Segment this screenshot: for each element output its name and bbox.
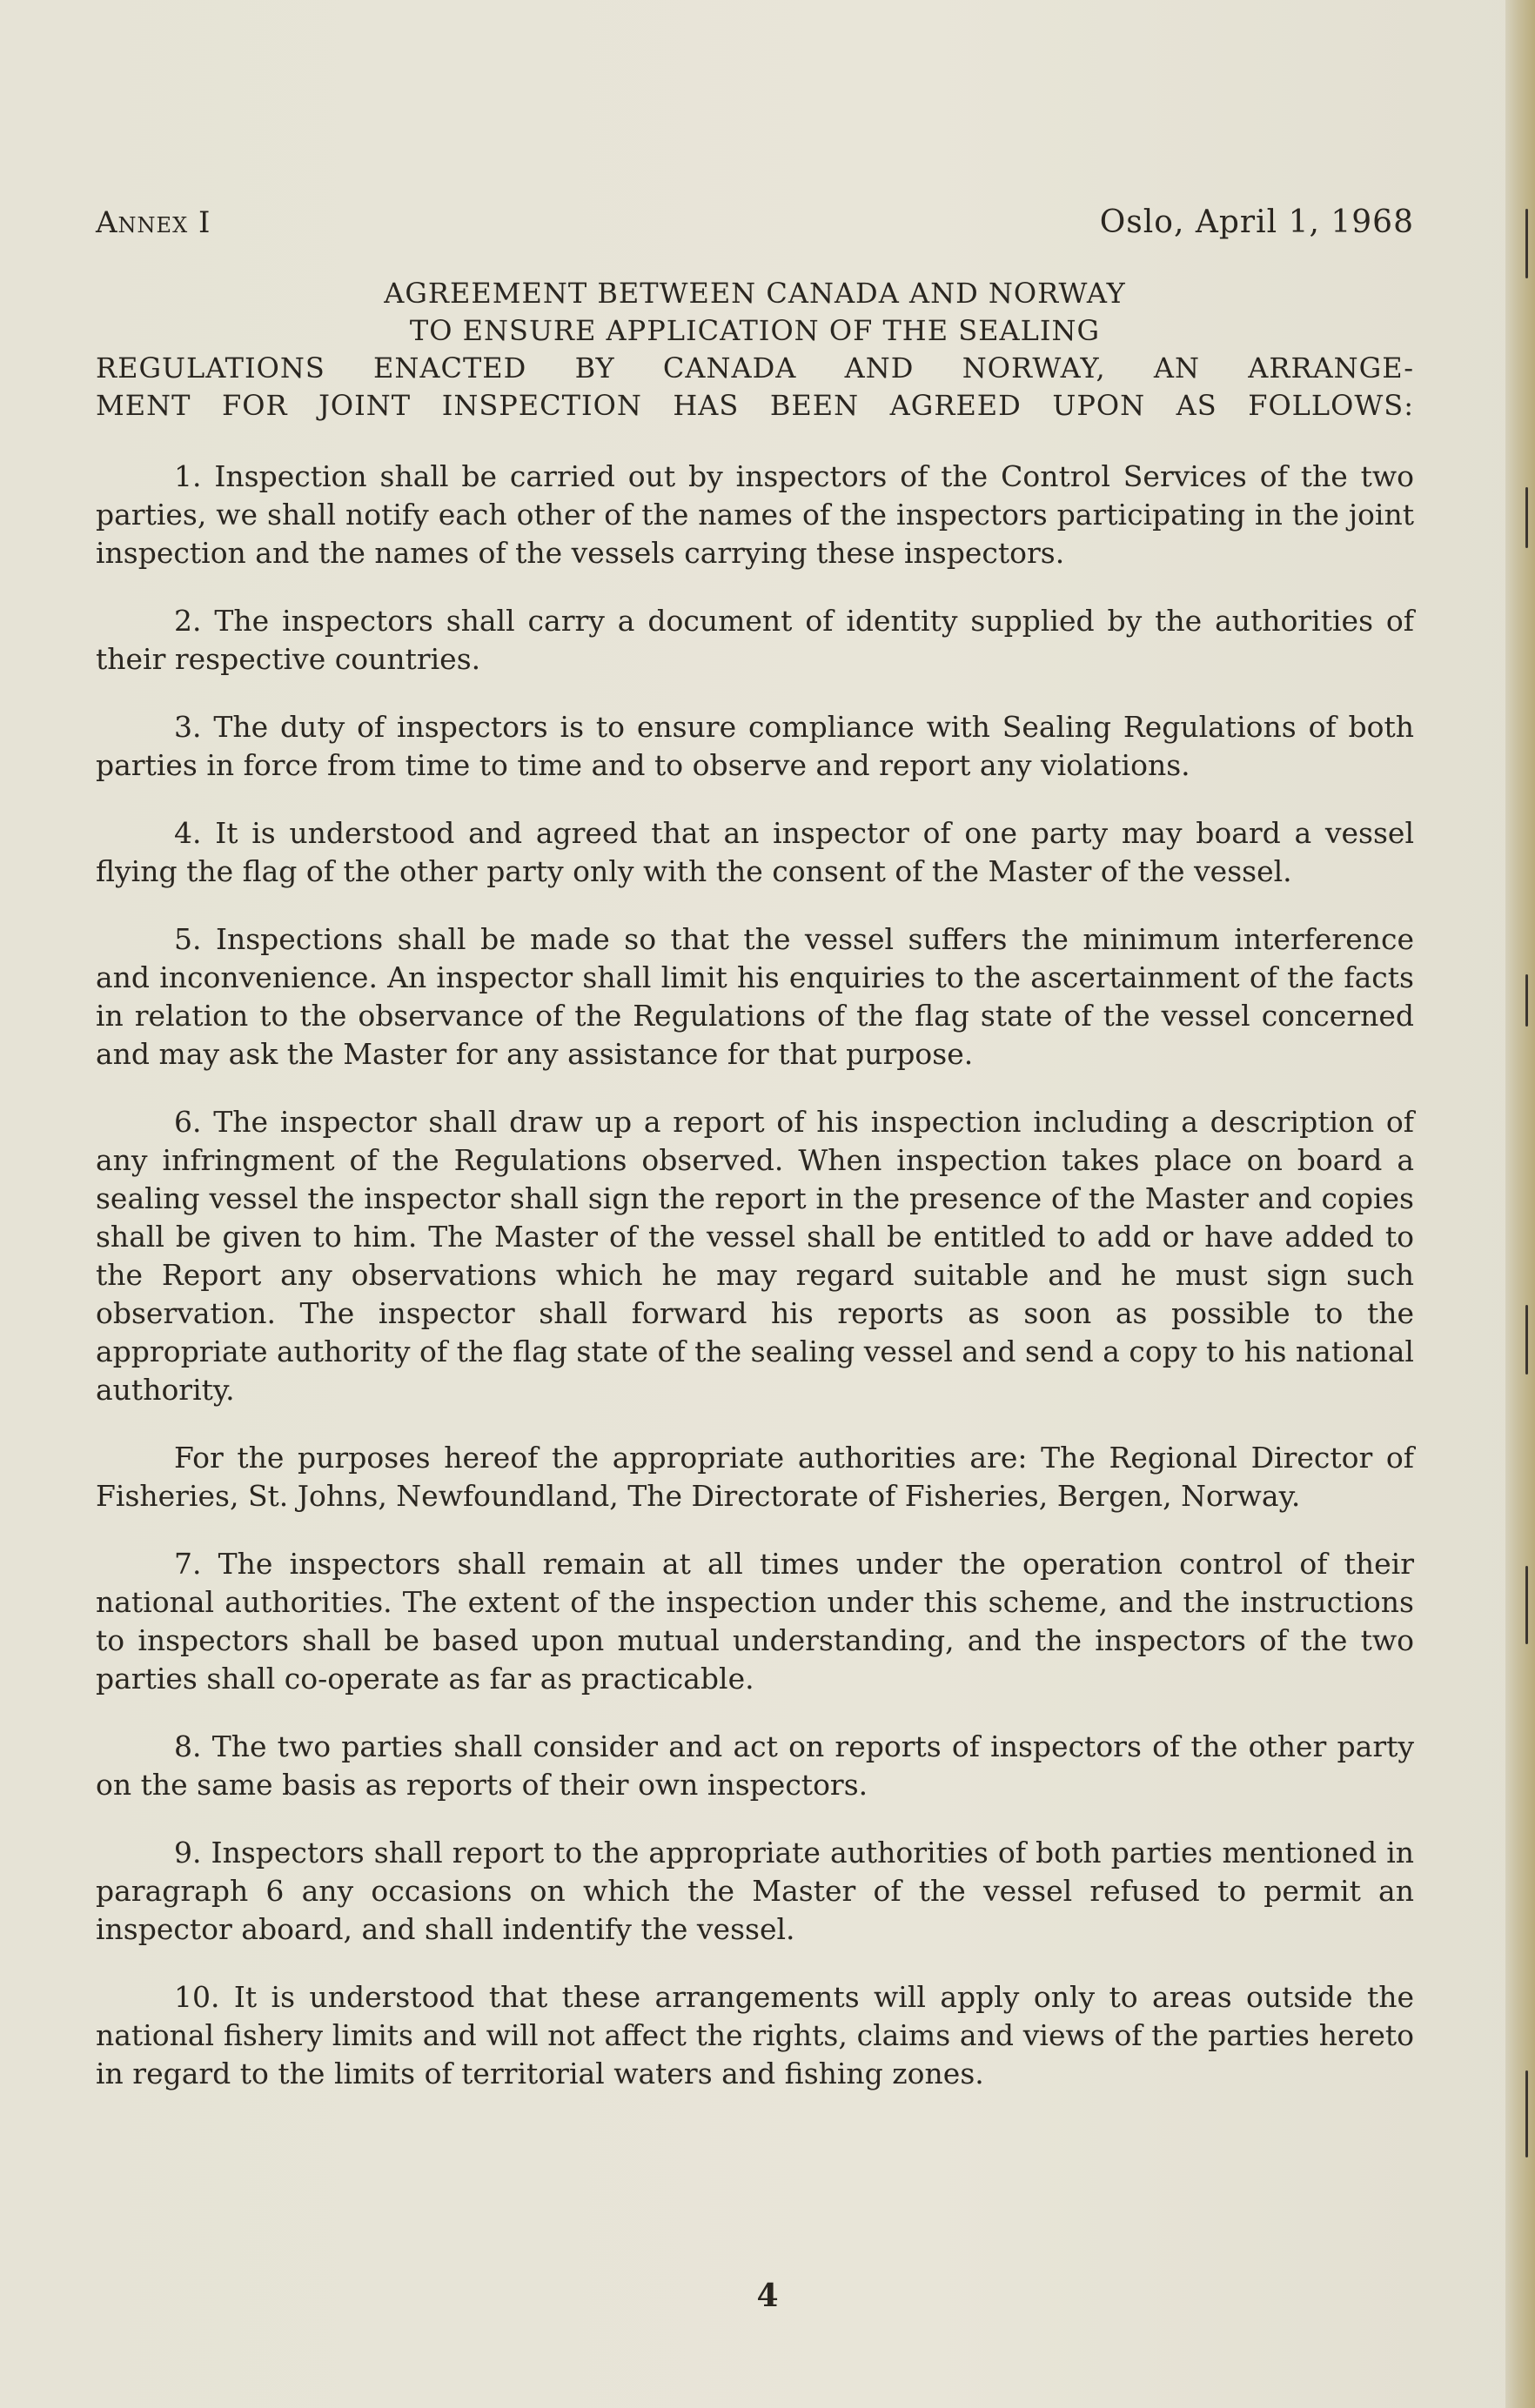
- paragraph-3: 3. The duty of inspectors is to ensure compliance with Sealing Regulations of both parties in force from time to time and to observe and report any violations.: [96, 710, 1414, 782]
- spine-mark: [1525, 974, 1528, 1027]
- book-spine: [1505, 0, 1535, 2408]
- document-content: [96, 204, 1414, 2123]
- title-line: TO ENSURE APPLICATION OF THE SEALING: [409, 314, 1101, 347]
- paragraph-8: 8. The two parties shall consider and act on reports of inspectors of the other party on the same basis as reports of their own inspectors.: [96, 1729, 1414, 1802]
- title-line: REGULATIONS ENACTED BY CANADA AND NORWAY, AN ARRANGE-: [96, 351, 1414, 385]
- spine-mark: [1525, 1566, 1528, 1644]
- spine-mark: [1525, 2070, 1528, 2157]
- paragraph-1: 1. Inspection shall be carried out by inspectors of the Control Services of the two parties, we shall notify each other of the names of the inspectors participating in the joint inspection and the names of the vessels carrying these inspectors.: [96, 459, 1414, 570]
- spine-mark: [1525, 487, 1528, 548]
- paragraph-9: 9. Inspectors shall report to the appropriate authorities of both parties mentioned in paragraph 6 any occasions on which the Master of the vessel refused to permit an inspector aboard, and shall indentify the vessel.: [96, 1836, 1414, 1946]
- paragraph-5: 5. Inspections shall be made so that the vessel suffers the minimum interference and inconvenience. An inspector shall limit his enquiries to the ascertainment of the facts in relation to the observance of the Regulations of the flag state of the vessel concerned and may ask the Master for any assistance for that purpose.: [96, 922, 1414, 1071]
- paragraph-authorities: For the purposes hereof the appropriate authorities are: The Regional Director of Fisheries, St. Johns, Newfoundland, The Directorate of Fisheries, Bergen, Norway.: [96, 1441, 1414, 1513]
- page-number: 4: [756, 2278, 779, 2314]
- annex-label: Annex I: [96, 205, 211, 240]
- title-line: AGREEMENT BETWEEN CANADA AND NORWAY: [384, 277, 1126, 310]
- agreement-title: [96, 275, 1414, 425]
- document-date: Oslo, April 1, 1968: [1099, 204, 1414, 240]
- paragraph-7: 7. The inspectors shall remain at all times under the operation control of their national authorities. The extent of the inspection under this scheme, and the instructions to inspectors shall be based upon mutual understanding, and the inspectors of the two parties shall co-operate as far as practicable.: [96, 1547, 1414, 1696]
- spine-mark: [1525, 209, 1528, 278]
- paragraph-10: 10. It is understood that these arrangements will apply only to areas outside the national fishery limits and will not affect the rights, claims and views of the parties hereto in regard to the limits of territorial waters and fishing zones.: [96, 1980, 1414, 2090]
- document-header: [96, 204, 1414, 240]
- title-line: MENT FOR JOINT INSPECTION HAS BEEN AGREED UPON AS FOLLOWS:: [96, 389, 1414, 422]
- paragraph-2: 2. The inspectors shall carry a document of identity supplied by the authorities of their respective countries.: [96, 604, 1414, 676]
- paragraph-4: 4. It is understood and agreed that an inspector of one party may board a vessel flying the flag of the other party only with the consent of the Master of the vessel.: [96, 816, 1414, 888]
- agreement-body: [96, 458, 1414, 2093]
- paragraph-6: 6. The inspector shall draw up a report of his inspection including a description of any infringment of the Regulations observed. When inspection takes place on board a sealing vessel the inspector shall sign the report in the presence of the Master and copies shall be given to him. The Master of the vessel shall be entitled to add or have added to the Report any observations which he may regard suitable and he must sign such observation. The inspector shall forward his reports as soon as possible to the appropriate authority of the flag state of the sealing vessel and send a copy to his national authority.: [96, 1105, 1414, 1407]
- spine-mark: [1525, 1305, 1528, 1375]
